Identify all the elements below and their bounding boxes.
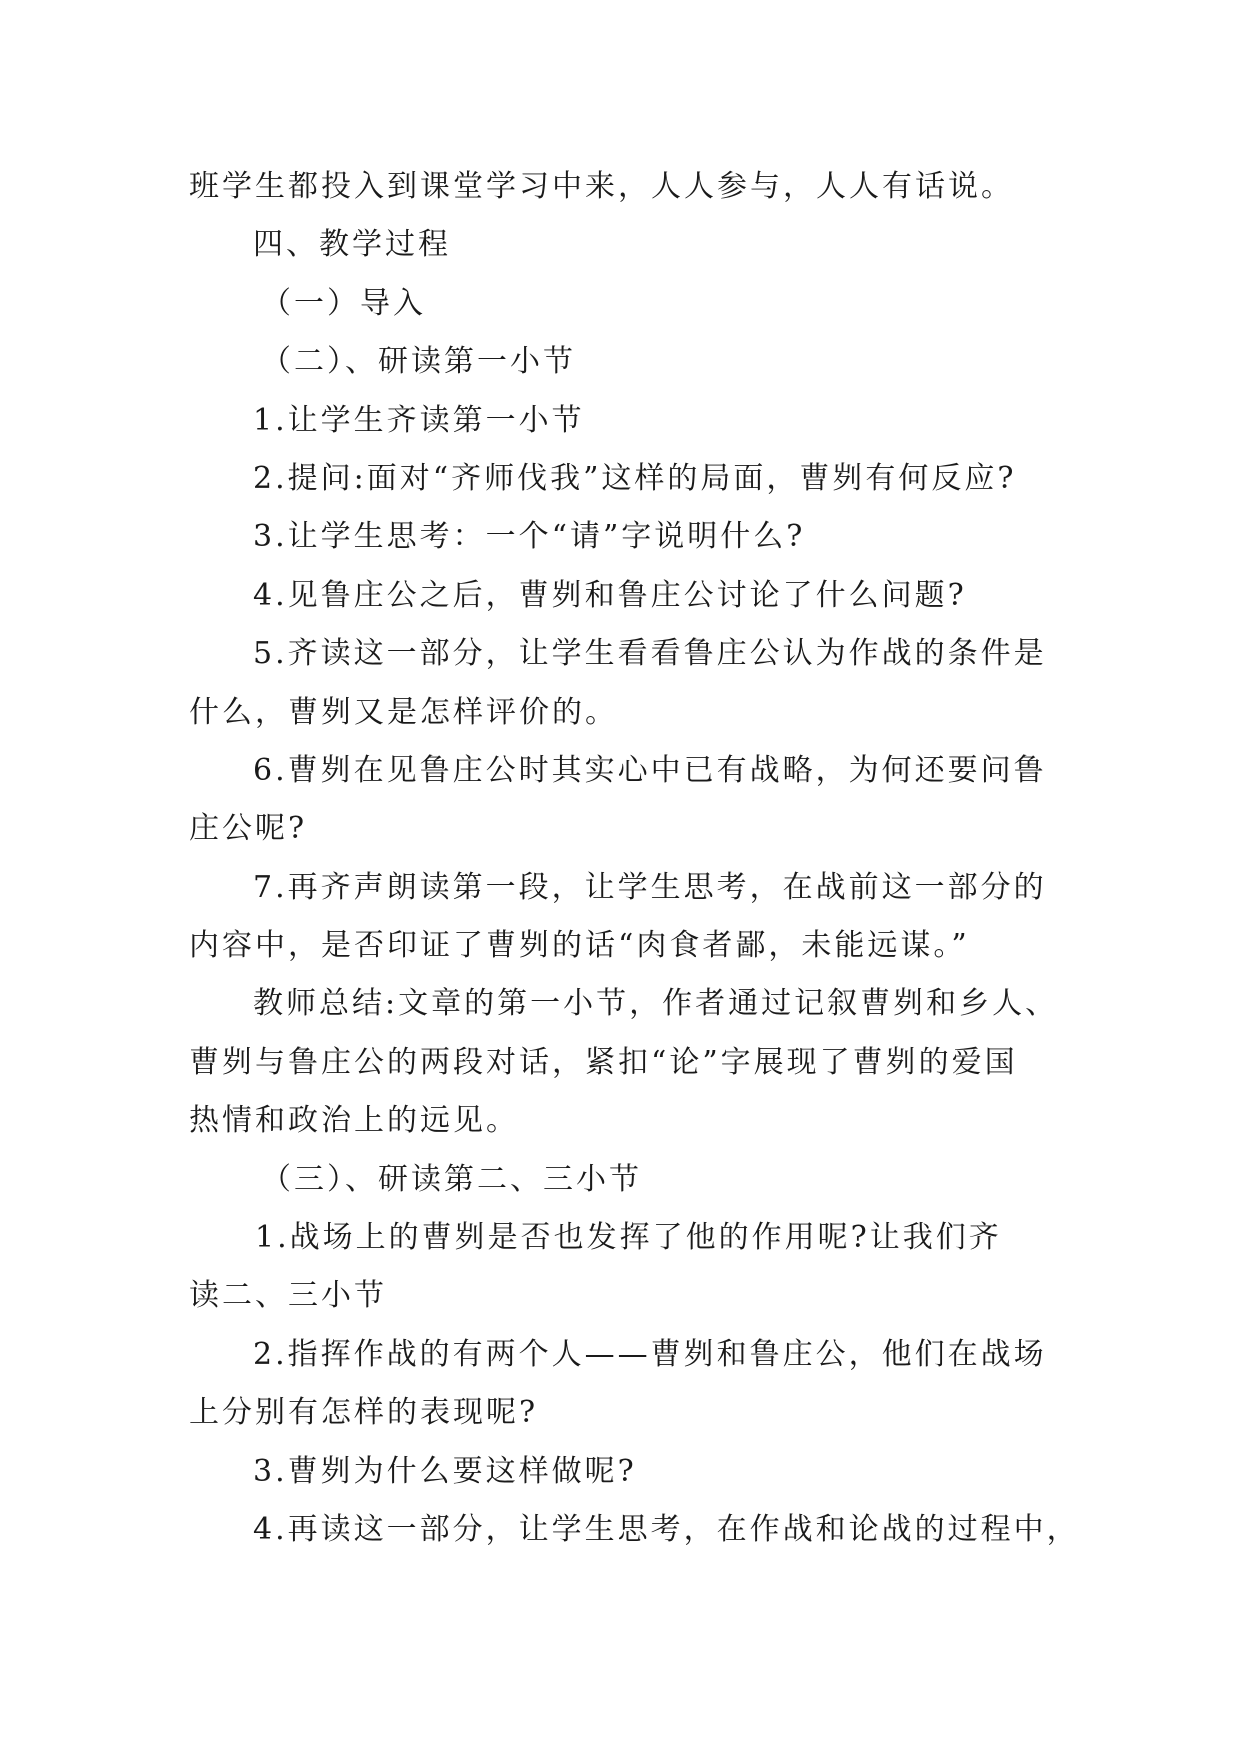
list-item-continuation: 上分别有怎样的表现呢? [189,1395,539,1431]
list-item: 4.再读这一部分，让学生思考，在作战和论战的过程中， [253,1511,1080,1547]
list-item: 3.让学生思考：一个“请”字说明什么? [253,519,806,555]
paragraph-line: 班学生都投入到课堂学习中来，人人参与，人人有话说。 [189,169,1014,204]
summary-paragraph-continuation: 曹刿与鲁庄公的两段对话，紧扣“论”字展现了曹刿的爱国 [189,1044,1018,1080]
list-item-continuation: 内容中，是否印证了曹刿的话“肉食者鄙，未能远谋。” [189,928,970,964]
document-body [189,158,1080,1559]
list-item: 1.让学生齐读第一小节 [253,402,585,438]
list-item: 5.齐读这一部分，让学生看看鲁庄公认为作战的条件是 [253,636,1047,672]
list-item-continuation: 庄公呢? [189,811,308,847]
subsection-heading: （三）、研读第二、三小节 [261,1161,642,1197]
list-item: 3.曹刿为什么要这样做呢? [253,1453,637,1489]
list-item-continuation: 读二、三小节 [189,1278,387,1314]
list-item-continuation: 什么，曹刿又是怎样评价的。 [189,694,618,730]
subsection-heading: （二）、研读第一小节 [261,344,576,380]
subsection-heading: （一）导入 [261,285,426,321]
summary-paragraph-continuation: 热情和政治上的远见。 [189,1103,519,1139]
list-item: 2.指挥作战的有两个人——曹刿和鲁庄公，他们在战场 [253,1336,1047,1372]
list-item: 2.提问:面对“齐师伐我”这样的局面，曹刿有何反应? [253,460,1017,496]
summary-paragraph: 教师总结:文章的第一小节，作者通过记叙曹刿和乡人、 [253,986,1059,1022]
list-item: 7.再齐声朗读第一段，让学生思考，在战前这一部分的 [253,869,1047,905]
list-item: 1.战场上的曹刿是否也发挥了他的作用呢?让我们齐 [255,1220,1002,1256]
list-item: 4.见鲁庄公之后，曹刿和鲁庄公讨论了什么问题? [253,577,967,613]
section-heading: 四、教学过程 [253,227,451,263]
list-item: 6.曹刿在见鲁庄公时其实心中已有战略，为何还要问鲁 [253,752,1047,788]
